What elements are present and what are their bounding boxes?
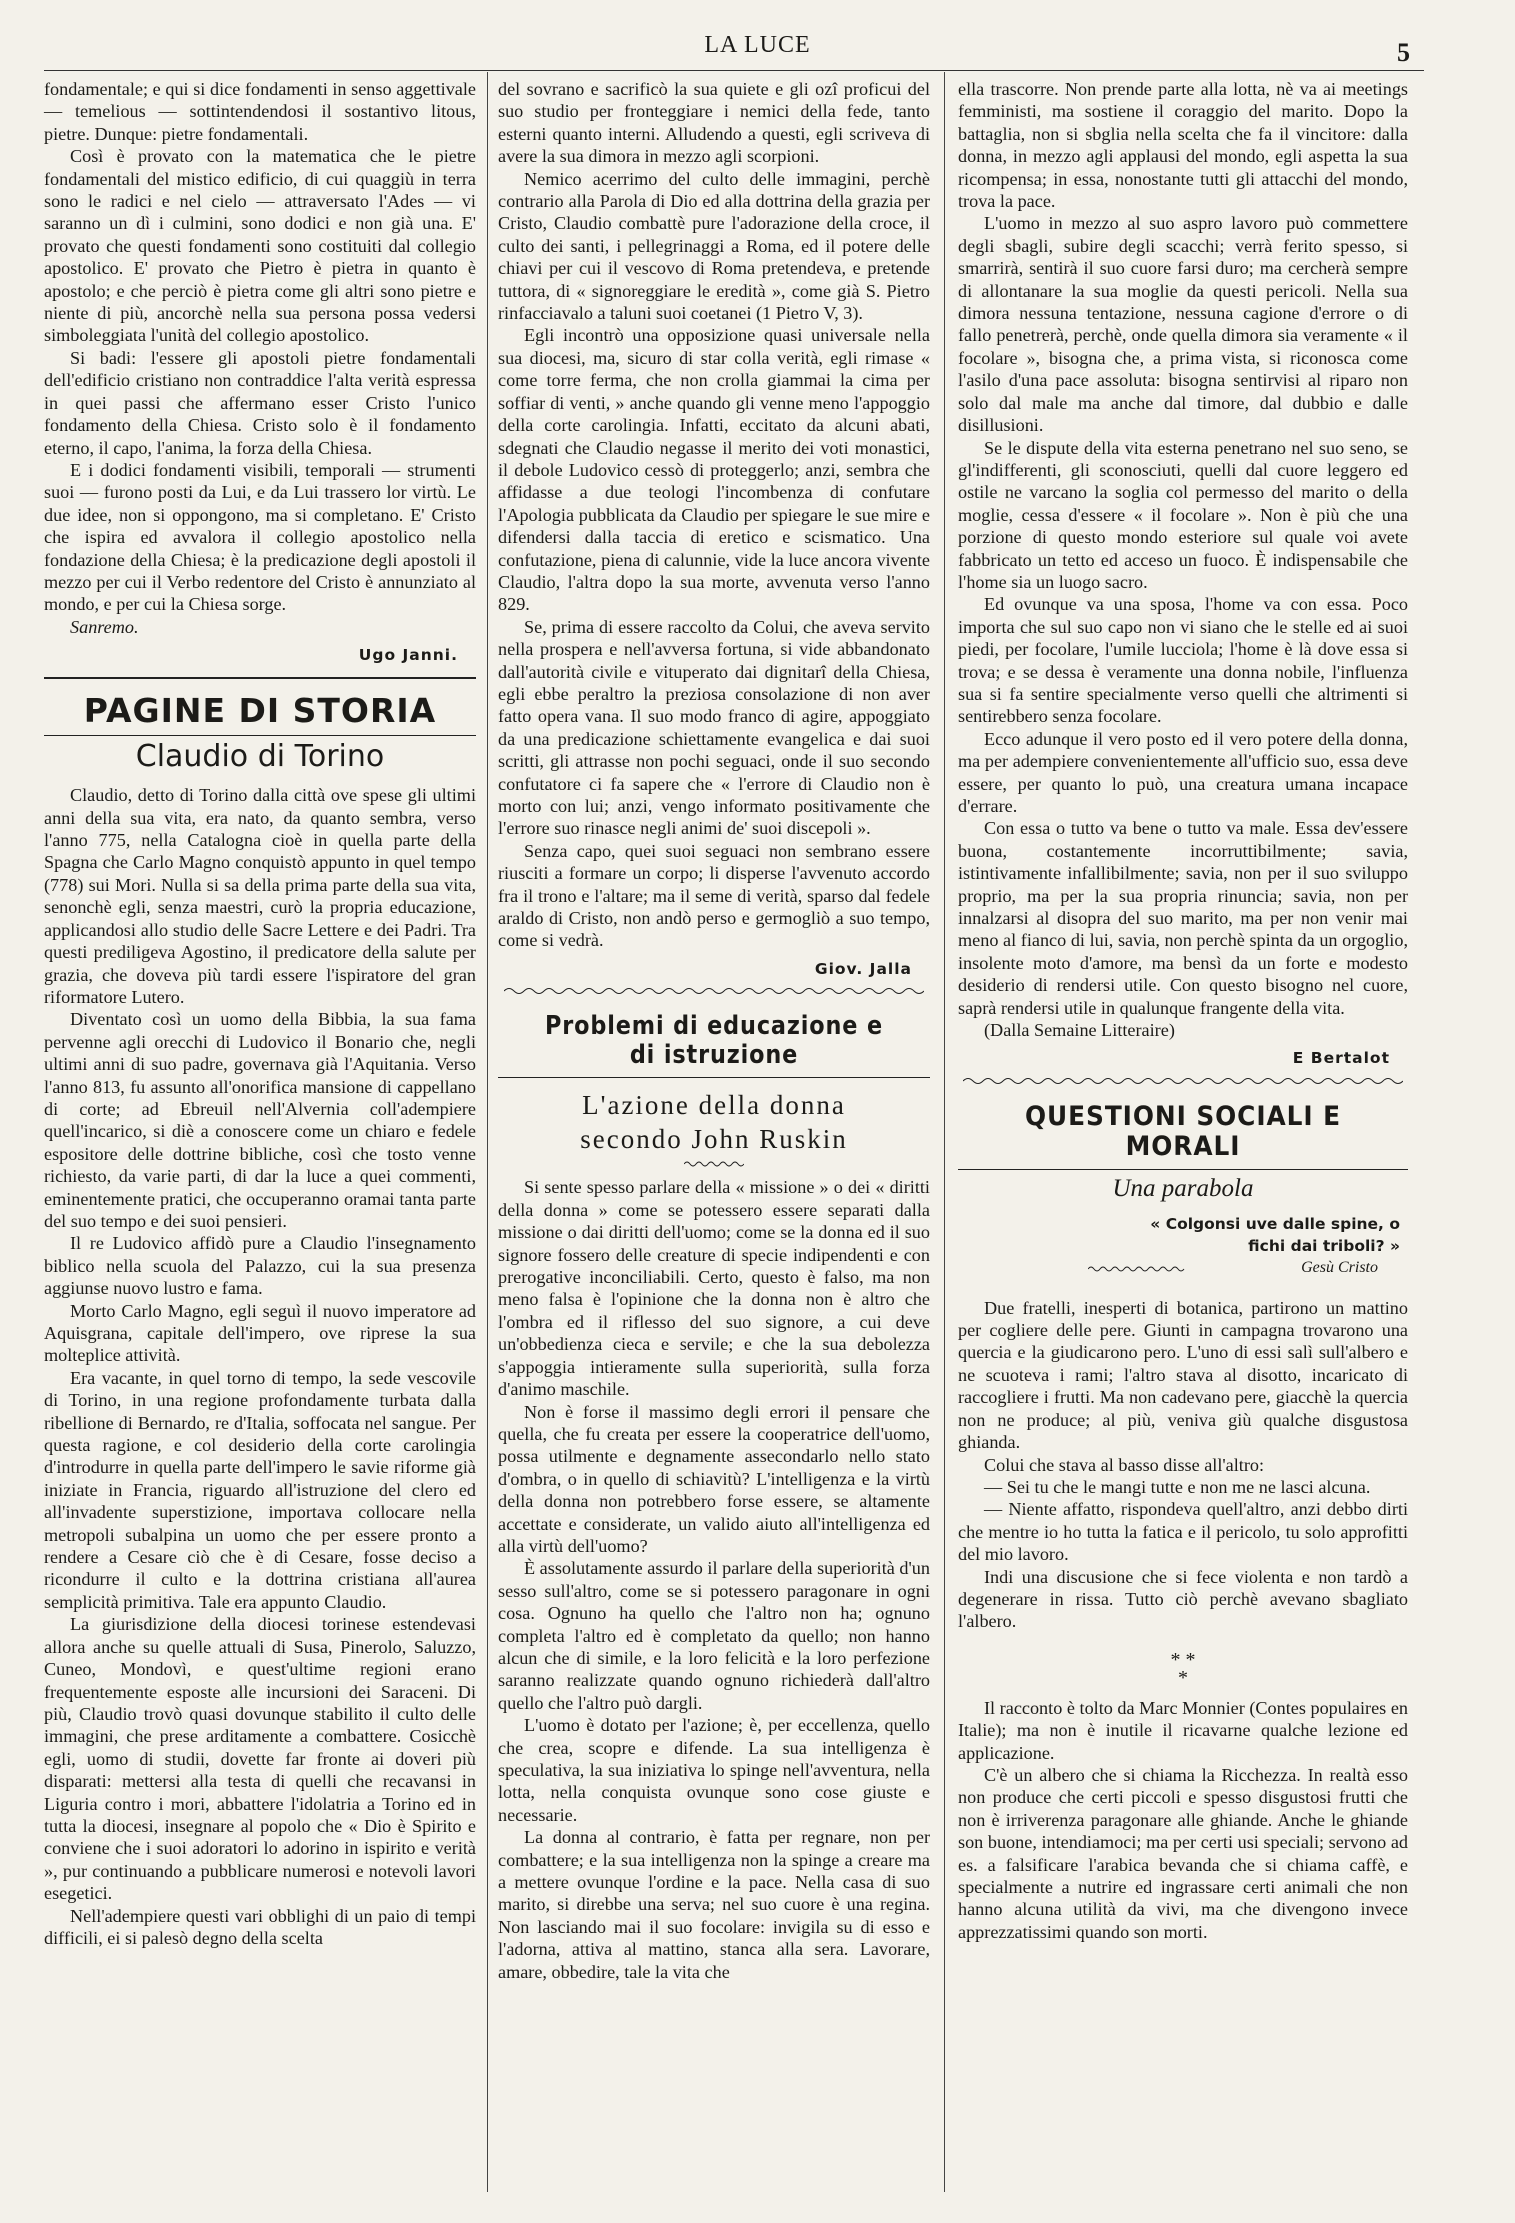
article-title: [498, 1088, 930, 1156]
paragraph: Due fratelli, inesperti di botanica, partirono un mattino per cogliere delle pere. Giunti in campagna trovarono una quercia e la giudicarono pero. L'uno di essi salì sull'albero e ne scuoteva i rami; l'altro stava al disotto, incaricato di raccogliere i frutti. Ma non cadevano pere, giacchè la quercia non ne produce; al più, veniva giù qualche disgustosa ghianda.: [958, 1297, 1408, 1453]
column-divider-2: [944, 72, 945, 2192]
column-divider-1: [487, 72, 488, 2192]
paragraph: fondamentale; e qui si dice fondamenti in senso aggettivale — temelious — sottintendendosi il sostantivo litous, pietre. Dunque: pietre fondamentali.: [44, 79, 476, 144]
paragraph: E i dodici fondamenti visibili, temporali — strumenti suoi — furono posti da Lui, e da Lui trassero lor virtù. Le due idee, non si oppongono, ma si completano. E' Cristo che ispira ed avvalora il collegio apostolico nella fondazione della Chiesa; è la predicazione degli apostoli il mezzo per cui il Verbo redentore del Cristo è annunziato al mondo, e per cui la Chiesa sorge.: [44, 459, 476, 615]
paragraph: Il re Ludovico affidò pure a Claudio l'insegnamento biblico nella scuola del Palazzo, cui la sua presenza aggiunse nuovo lustro e fama.: [44, 1233, 476, 1299]
paragraph: Ecco adunque il vero posto ed il vero potere della donna, ma per adempiere convenientemente all'ufficio suo, essa deve essere, per quanto lo può, una creatura umana incapace d'errare.: [958, 728, 1408, 816]
paragraph: Non è forse il massimo degli errori il pensare che quella, che fu creata per essere la cooperatrice dell'uomo, possa utilmente e degnamente assecondarlo nello stato d'ombra, o in quello di schiavitù? L'intelligenza e la virtù della donna non potrebbero forse essere, se altamente accettate e considerate, un valido aiuto all'intelligenza ed alla virtù dell'uomo?: [498, 1401, 930, 1556]
section-rule: [498, 1077, 930, 1078]
paragraph: Se, prima di essere raccolto da Colui, che aveva servito nella prospera e nell'avversa fortuna, si vide abbandonato dall'autorità civile e vituperato dai dignitarî della Chiesa, egli ebbe peraltro la preziosa consolazione di non aver fatto opera vana. Il suo modo franco di agire, appoggiato da una predicazione schiettamente evangelica e dai suoi scritti, gli attrasse non pochi seguaci, onde il suo secondo confutatore ci fa sapere che « l'errore di Claudio non è morto con lui; anzi, vengo informato positivamente che l'errore suo rinasce negli animi de' suoi discepoli ».: [498, 616, 930, 839]
author-signature: Giov. Jalla: [814, 959, 912, 978]
article-title-line: secondo John Ruskin: [580, 1124, 848, 1155]
section-heading: PAGINE DI STORIA: [83, 690, 437, 730]
asterism-divider: * * *: [1170, 1648, 1196, 1689]
paragraph: Ed ovunque va una sposa, l'home va con essa. Poco importa che sul suo capo non vi siano che le stelle ed ai suoi piedi, per focolare, l'umile lucciola; l'home è là dove essa si trova; e se dessa è veramente una donna nobile, l'influenza sua si fa sentire specialmente verso quelli che altrimenti si sentirebbero senza focolare.: [958, 594, 1408, 727]
paragraph: La donna al contrario, è fatta per regnare, non per combattere; e la sua intelligenza non la spinge a creare ma a mettere ovunque l'ordine e la pace. Nella casa di suo marito, si direbbe una serva; nel suo cuore è una regina. Non lasciando mai il suo focolare: invigila su di esso e l'adorna, attiva al mattino, stanca alla sera. Lavorare, amare, obbedire, tale la vita che: [498, 1827, 930, 1982]
paragraph: L'uomo in mezzo al suo aspro lavoro può commettere degli sbagli, subire degli scacchi; verrà ferito spesso, si smarrirà, sentirà il suo cuore farsi duro; ma cercherà sempre di allontanare la sua moglie da questi pericoli. Nella sua dimora nessuna tentazione, nessuna cagione d'errore o di fallo penetrerà, perchè, onde quella dimora sia veramente « il focolare », bisogna che, a prima vista, si riconosca come l'asilo d'una pace assoluta: bisogna sentirvisi al riparo non solo dal male ma anche dal timore, dal dubbio e dalle disillusioni.: [958, 213, 1408, 436]
paragraph: Era vacante, in quel torno di tempo, la sede vescovile di Torino, in una regione profondamente turbata dalla ribellione di Bernardo, re d'Italia, soffocata nel sangue. Per questa ragione, e col desiderio della corte carolingia d'introdurre in quella parte dell'impero le savie riforme già iniziate in Francia, riguardo all'istruzione del clero ed all'invadente superstizione, importava collocare nella metropoli subalpina un uomo che per essere pronto a rendere a Cesare ciò che è di Cesare, fosse deciso a ricondurre il culto e la dottrina cristiana all'aurea semplicità primitiva. Tale era appunto Claudio.: [44, 1367, 476, 1612]
place-line: Sanremo.: [70, 616, 139, 637]
paragraph: Con essa o tutto va bene o tutto va male. Essa dev'essere buona, costantemente incorruttibilmente; savia, istintivamente infallibilmente; savia, non per il suo sviluppo proprio, ma per la sua propria rinuncia; savia, non per innalzarsi al disopra del suo marito, ma per non venir mai meno al fianco di lui, savia, non perchè spinta da un orgoglio, insolente moto d'amore, ma bensì da un forte e modesto desiderio di rendersi utile. Con questo bisogno nel cuore, saprà rendersi utile in qualunque frangente della vita.: [958, 818, 1408, 1018]
paragraph: Nemico acerrimo del culto delle immagini, perchè contrario alla Parola di Dio ed alla dottrina della grazia per Cristo, Claudio combattè pure l'adorazione della croce, il culto dei santi, i pellegrinaggi a Roma, ed il potere delle chiavi per cui il vescovo di Roma pretendeva, e pretende tuttora, di « signoreggiare le eredità », come già S. Pietro rinfacciavalo a taluni suoi coetanei (1 Pietro V, 3).: [498, 168, 930, 324]
page-header: [0, 28, 1515, 68]
epigraph-line: fichi dai triboli? »: [1248, 1236, 1400, 1255]
section-heading: QUESTIONI SOCIALI E MORALI: [1024, 1100, 1341, 1162]
page-number: 5: [1397, 38, 1410, 67]
paragraph: Così è provato con la matematica che le pietre fondamentali del mistico edificio, di cui quaggiù in terra sono le radici e nel cielo — attraversato l'Ades — vi saranno un dì i culmini, sono dodici e non già una. E' provato che questi fondamenti sono costituiti dal collegio apostolico. E' provato che Pietro è pietra in quanto è apostolo; e che perciò è pietra come gli altri sono pietre e niente di più, ancorchè nella sua persona possa vedersi simboleggiata l'unità del collegio apostolico.: [44, 146, 476, 346]
epigraph-source: Gesù Cristo: [1301, 1258, 1378, 1276]
spacer: [958, 1283, 1408, 1297]
paragraph: — Niente affatto, rispondeva quell'altro, anzi debbo dirti che mentre io ho tutta la fatica e il pericolo, tu solo approfitti del mio lavoro.: [958, 1499, 1408, 1565]
column-2: [498, 78, 930, 1983]
paragraph: del sovrano e sacrificò la sua quiete e gli ozî proficui del suo studio per fronteggiare i nemici della fede, tanto esterni quanto interni. Alludendo a questi, egli scriveva di avere la sua dimora in mezzo agli scorpioni.: [498, 79, 930, 167]
paragraph: Egli incontrò una opposizione quasi universale nella sua diocesi, ma, sicuro di star colla verità, egli rimase « come torre ferma, che non crolla giammai la cima per soffiar di venti, » anche quando gli venne meno l'appoggio della corte carolingia. Infatti, eccitato da alcuni abati, sdegnati che Claudio negasse il merito dei voti monastici, il debole Ludovico cessò di proteggerlo; anzi, sembra che affidasse a due teologi l'incombenza di confutare l'Apologia pubblicata da Claudio per spiegare le sue mire e difendersi dalla taccia di eretico e scismatico. Una confutazione, piena di calunnie, vide la luce ancora vivente Claudio, l'altra dopo la sua morte, avvenuta verso l'anno 829.: [498, 325, 930, 615]
section-rule: [44, 677, 476, 679]
paragraph: L'uomo è dotato per l'azione; è, per eccellenza, quello che crea, scopre e difende. La sua intelligenza è speculativa, la sua iniziativa lo spinge nell'avventura, nella lotta, nella conquista ovunque sono cose giuste e necessarie.: [498, 1715, 930, 1825]
column-3: [958, 78, 1408, 1943]
paragraph: Si badi: l'essere gli apostoli pietre fondamentali dell'edificio cristiano non contraddice l'alta verità espressa in quei passi che affermano esser Cristo l'unico fondamento della Chiesa. Cristo solo è il fondamento eterno, il capo, l'anima, la forza della Chiesa.: [44, 347, 476, 458]
paragraph: Morto Carlo Magno, egli seguì il nuovo imperatore ad Aquisgrana, capitale dell'impero, ove riprese la sua molteplice attività.: [44, 1300, 476, 1366]
masthead-title: LA LUCE: [704, 32, 811, 58]
paragraph: ella trascorre. Non prende parte alla lotta, nè va ai meetings femministi, ma sostiene il coraggio del marito. Dopo la battaglia, non si sbglia nella scelta che fa il vincitore: dalla donna, in mezzo agli applausi del mondo, egli aspetta la sua ricompensa; in essa, nonostante tutti gli attacchi del mondo, trova la pace.: [958, 79, 1408, 212]
header-rule: [44, 70, 1424, 71]
author-signature: E Bertalot: [1292, 1049, 1390, 1068]
epigraph-ornament: [1088, 1265, 1188, 1273]
paragraph: È assolutamente assurdo il parlare della superiorità d'un sesso sull'altro, come se si potessero paragonare in ogni cosa. Ognuno ha quello che l'altro non ha; ognuno completa l'altro ed è completato da quello; non hanno alcun che di simile, e la loro felicità e la loro perfezione saranno realizzate quando ognuno richiederà dall'altro quello che l'altro può dargli.: [498, 1558, 930, 1713]
article-title: Una parabola: [1112, 1175, 1254, 1203]
column-1: [44, 78, 476, 1949]
paragraph: Claudio, detto di Torino dalla città ove spese gli ultimi anni della sua vita, era nato, da quanto sembra, verso l'anno 775, nella Catalogna cioè in quella parte della Spagna che Carlo Magno conquistò appunto in quel tempo (778) sui Mori. Nulla si sa della prima parte della sua vita, senonchè egli, senza maestri, curò la propria educazione, applicandosi allo studio delle Sacre Lettere e dei Padri. Tra questi prediligeva Agostino, il predicatore della salute per grazia, che doveva più tardi essere l'ispiratore del gran riformatore Lutero.: [44, 785, 476, 1007]
source-line: (Dalla Semaine Litteraire): [984, 1020, 1175, 1041]
section-heading: Problemi di educazione e di istruzione: [545, 1011, 883, 1070]
author-signature: Ugo Janni.: [358, 646, 458, 665]
epigraph-line: « Colgonsi uve dalle spine, o: [1150, 1214, 1400, 1233]
title-ornament: [684, 1160, 744, 1168]
paragraph: C'è un albero che si chiama la Ricchezza. In realtà esso non produce che certi piccoli e spesso disgustosi frutti che non è irriverenza paragonare alle ghiande. Anche le ghiande son buone, intendiamoci; ma per certi usi speciali; servono ad es. a falsificare l'arabica bevanda che si chiama caffè, e specialmente a nutrire ed ingrassare certi animali che non hanno alcuna utilità da vivi, ma che divengono invece apprezzatissimi quando son morti.: [958, 1764, 1408, 1942]
paragraph: Nell'adempiere questi vari obblighi di un paio di tempi difficili, ei si palesò degno della scelta: [44, 1905, 476, 1948]
paragraph: Se le dispute della vita esterna penetrano nel suo seno, se gl'indifferenti, gli sconosciuti, quelli dal cuore leggero ed ostile ne varcano la soglia col permesso del marito o della moglie, cessa d'essere « il focolare ». Non è più che una porzione di questo mondo esteriore sul quale voi avete fabbricato un tetto ed acceso un fuoco. È indispensabile che l'home sia un luogo sacro.: [958, 437, 1408, 592]
paragraph: Colui che stava al basso disse all'altro:: [984, 1454, 1265, 1475]
paragraph: La giurisdizione della diocesi torinese estendevasi allora anche su quelle attuali di Susa, Pinerolo, Saluzzo, Cuneo, Mondovì, e quest'ultime regioni erano frequentemente esposte alle incursioni dei Saraceni. Di più, Claudio trovò quasi dovunque stabilito il culto delle immagini, che prese arditamente a combattere. Cosicchè egli, uomo di studii, dovette far fronte ai doveri più disparati: mettersi alla testa di quelli che recavansi in Liguria contro i mori, abbattere l'idolatria a Torino ed in tutta la diocesi, insegnare al popolo che « Dio è Spirito e conviene che i suoi adoratori lo adorino in ispirito e verità », pur continuando a pubblicare numerosi e notevoli lavori esegetici.: [44, 1614, 476, 1904]
paragraph: — Sei tu che le mangi tutte e non me ne lasci alcuna.: [984, 1476, 1371, 1497]
paragraph: Diventato così un uomo della Bibbia, la sua fama pervenne agli orecchi di Ludovico il Bonario che, negli ultimi anni di suo padre, governava già l'Aquitania. Verso l'anno 813, fu assunto all'onorifica mansione di cappellano di corte; ad Ebreuil nell'Alvernia coll'adempiere quell'incarico, si diè a conoscere come un chiaro e fedele espositore delle dottrine bibliche, così che tosto venne richiesto, da varie parti, di dar la luce a quei commenti, eminentemente pratici, che occuperanno oramai tanta parte del suo tempo e dei suoi pensieri.: [44, 1009, 476, 1231]
wavy-rule: [963, 1076, 1403, 1086]
article-title: Claudio di Torino: [135, 738, 385, 774]
epigraph-row: [958, 1257, 1408, 1283]
paragraph: Si sente spesso parlare della « missione » o dei « diritti della donna » come se potessero essere separati dalla missione o dai diritti dell'uomo; come se la donna ed il suo signore fossero delle creature di specie indipendenti e con prerogative inconciliabili. Certo, questo è falso, ma non meno falsa è l'opinione che la donna non è altro che l'ombra ed il riflesso del suo signore, a cui deve un'obbedienza cieca e servile; e che la sua debolezza s'appoggia intieramente sulla superiorità, sulla forza d'animo maschile.: [498, 1177, 930, 1400]
section-rule: [44, 735, 476, 736]
wavy-rule: [504, 986, 924, 996]
paragraph: Il racconto è tolto da Marc Monnier (Contes populaires en Italie); ma non è inutile il ricavarne qualche lezione ed applicazione.: [958, 1697, 1408, 1763]
paragraph: Indi una discusione che si fece violenta e non tardò a degenerare in rissa. Tutto ciò perchè avevano sbagliato l'albero.: [958, 1566, 1408, 1632]
article-title-line: L'azione della donna: [582, 1090, 846, 1121]
paragraph: Senza capo, quei suoi seguaci non sembrano essere riusciti a formare un corpo; li disperse l'avvenuto accordo fra il trono e l'altare; ma il seme di verità, sparso dal fedele araldo di Cristo, non andò perso e germogliò a suo tempo, come si vedrà.: [498, 840, 930, 951]
section-rule: [958, 1169, 1408, 1170]
